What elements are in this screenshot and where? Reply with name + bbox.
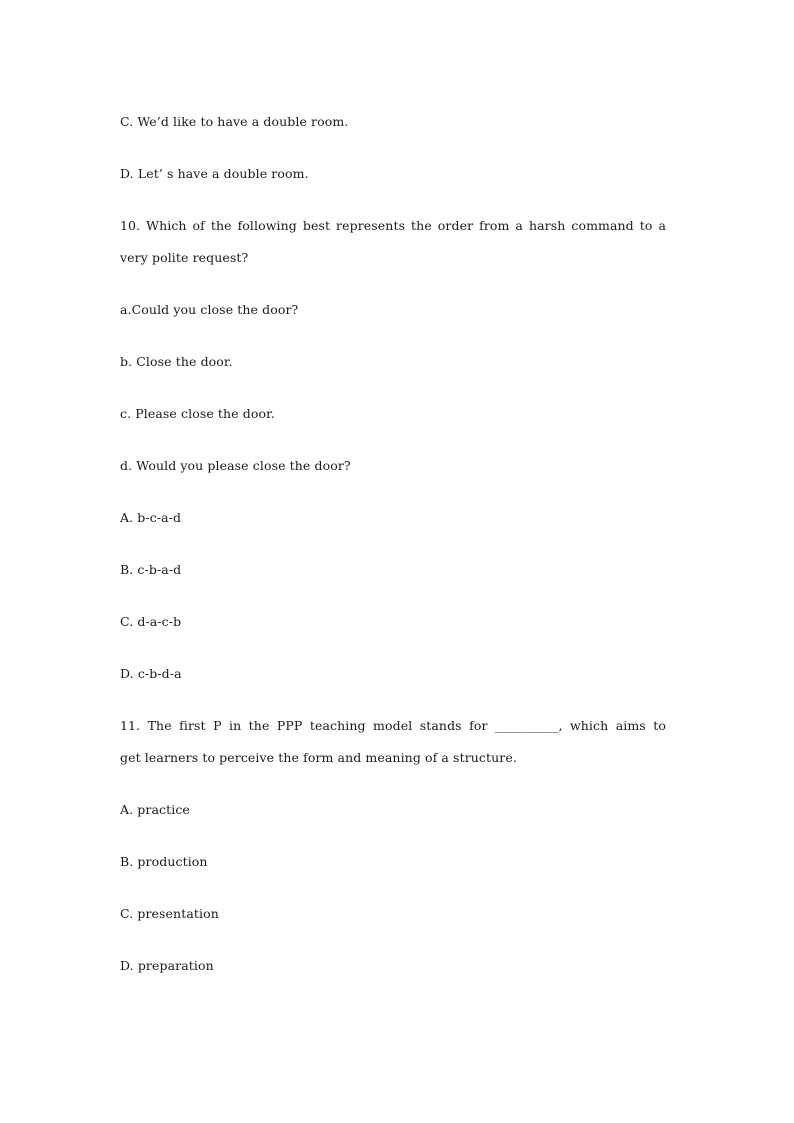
question-10-item-b: b. Close the door.: [120, 354, 233, 369]
question-11-option-b: B. production: [120, 854, 208, 869]
question-11-option-d: D. preparation: [120, 958, 214, 973]
question-10-option-b: B. c-b-a-d: [120, 562, 182, 577]
question-10-item-a: a.Could you close the door?: [120, 302, 299, 317]
question-11-option-a: A. practice: [120, 802, 190, 817]
question-10-stem-line-1: 10. Which of the following best represents the order from a harsh command to a: [120, 218, 666, 233]
question-11-stem-line-2: get learners to perceive the form and meaning of a structure.: [120, 750, 517, 765]
question-10-item-d: d. Would you please close the door?: [120, 458, 351, 473]
question-10-item-c: c. Please close the door.: [120, 406, 275, 421]
question-11-option-c: C. presentation: [120, 906, 219, 921]
question-10-stem-line-2: very polite request?: [120, 250, 249, 265]
question-10-option-a: A. b-c-a-d: [120, 510, 182, 525]
question-9-option-c: C. We’d like to have a double room.: [120, 114, 349, 129]
question-9-option-d: D. Let’ s have a double room.: [120, 166, 309, 181]
question-10-option-d: D. c-b-d-a: [120, 666, 182, 681]
question-11-stem-line-1: 11. The first P in the PPP teaching model stands for __________, which aims to: [120, 718, 666, 733]
question-10-option-c: C. d-a-c-b: [120, 614, 182, 629]
